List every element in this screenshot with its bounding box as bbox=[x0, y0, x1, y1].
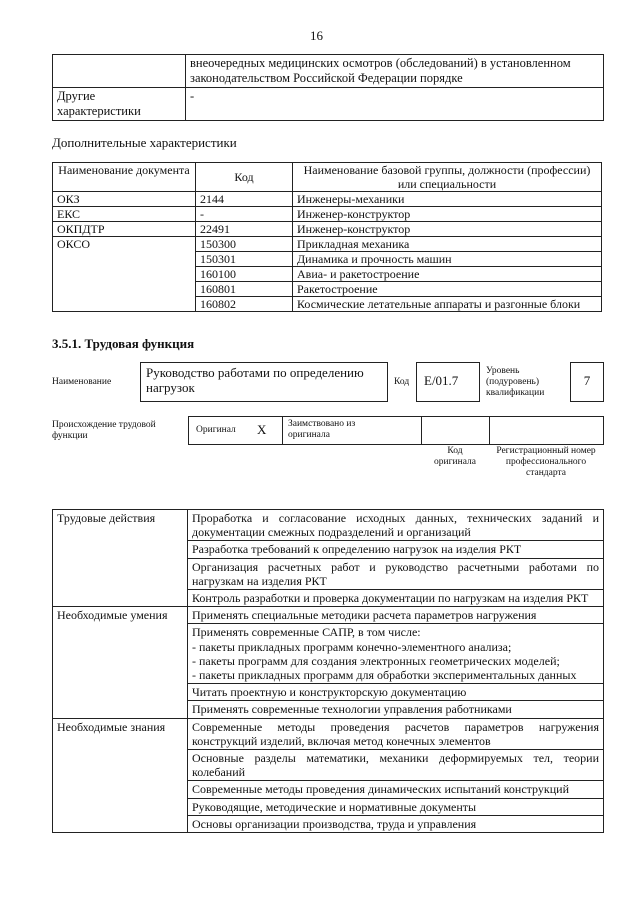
table-cell: 150300 bbox=[196, 237, 293, 252]
row-label: Необходимые знания bbox=[53, 718, 188, 832]
function-heading: 3.5.1. Трудовая функция bbox=[52, 336, 195, 351]
table-cell: Применять специальные методики расчета параметров нагружения bbox=[188, 607, 604, 624]
code-label: Код bbox=[394, 377, 410, 387]
table-cell: Инженер-конструктор bbox=[293, 207, 602, 222]
name-label: Наименование bbox=[52, 377, 112, 387]
level-value: 7 bbox=[583, 373, 591, 388]
table-row bbox=[53, 237, 602, 252]
table-cell: Организация расчетных работ и руководство расчетными работами по нагрузкам на изделия РКТ bbox=[188, 558, 604, 589]
function-name-value: Руководство работами по определению нагрузок bbox=[146, 365, 364, 395]
level-label: Уровень (подуровень) квалификации bbox=[486, 366, 545, 398]
table-cell: 2144 bbox=[196, 192, 293, 207]
table-row bbox=[53, 88, 604, 121]
additional-table bbox=[52, 162, 602, 312]
borrowed-label: Заимствовано из оригинала bbox=[288, 419, 356, 440]
table-cell: Современные методы проведения расчетов параметров нагружения конструкций изделий, включая метод конечных элементов bbox=[188, 718, 604, 749]
table-row bbox=[53, 207, 602, 222]
table-cell: Проработка и согласование исходных данных, технических заданий и документации смежных подразделений и организаций bbox=[188, 510, 604, 541]
table-cell: внеочередных медицинских осмотров (обследований) в установленном законодательством Российской Федерации порядке bbox=[186, 55, 604, 88]
table-cell: Основные разделы математики, механики деформируемых тел, теории колебаний bbox=[188, 750, 604, 781]
origin-label: Происхождение трудовой функции bbox=[52, 420, 156, 441]
table-row bbox=[53, 192, 602, 207]
table-cell: Применять современные технологии управления работниками bbox=[188, 701, 604, 718]
table-cell: 150301 bbox=[196, 252, 293, 267]
table-cell: - bbox=[196, 207, 293, 222]
function-code-value: E/01.7 bbox=[424, 373, 459, 388]
reg-number-caption: Регистрационный номер профессионального стандарта bbox=[496, 446, 596, 478]
top-table bbox=[52, 54, 604, 121]
table-row bbox=[53, 607, 604, 624]
section-title: Дополнительные характеристики bbox=[52, 135, 237, 150]
original-label: Оригинал bbox=[196, 425, 236, 435]
table-cell: Инженер-конструктор bbox=[293, 222, 602, 237]
table-cell: Разработка требований к определению нагрузок на изделия РКТ bbox=[188, 541, 604, 558]
table-header-row bbox=[53, 163, 602, 192]
table-cell: Контроль разработки и проверка документации по нагрузкам на изделия РКТ bbox=[188, 590, 604, 607]
column-header: Код bbox=[196, 163, 293, 192]
table-row bbox=[53, 718, 604, 749]
table-cell: 160100 bbox=[196, 267, 293, 282]
table-cell: Читать проектную и конструкторскую документацию bbox=[188, 684, 604, 701]
function-name-box bbox=[140, 362, 388, 402]
table-cell: Прикладная механика bbox=[293, 237, 602, 252]
table-cell: - bbox=[186, 88, 604, 121]
column-header: Наименование документа bbox=[53, 163, 196, 192]
table-cell: 22491 bbox=[196, 222, 293, 237]
actions-table bbox=[52, 509, 604, 833]
table-cell: Другие характеристики bbox=[53, 88, 186, 121]
table-row bbox=[53, 222, 602, 237]
table-cell: 160802 bbox=[196, 297, 293, 312]
table-cell: ОКЗ bbox=[53, 192, 196, 207]
origin-table bbox=[188, 416, 604, 445]
table-cell: Ракетостроение bbox=[293, 282, 602, 297]
table-cell: Современные методы проведения динамических испытаний конструкций bbox=[188, 781, 604, 798]
column-header: Наименование базовой группы, должности (профессии) или специальности bbox=[293, 163, 602, 192]
level-box bbox=[570, 362, 604, 402]
table-cell: 160801 bbox=[196, 282, 293, 297]
table-cell: ЕКС bbox=[53, 207, 196, 222]
table-cell: Инженеры-механики bbox=[293, 192, 602, 207]
row-label: Трудовые действия bbox=[53, 510, 188, 607]
table-cell: Динамика и прочность машин bbox=[293, 252, 602, 267]
table-cell: ОКПДТР bbox=[53, 222, 196, 237]
table-row bbox=[53, 510, 604, 541]
table-cell: Применять современные САПР, в том числе: - пакеты прикладных программ конечно-элементного анализа; - пакеты программ для создания электронных геометрических моделей; - пакеты прикладных программ для обработки экспериментальных данных bbox=[188, 624, 604, 684]
table-row bbox=[53, 55, 604, 88]
table-cell: Руководящие, методические и нормативные документы bbox=[188, 798, 604, 815]
function-code-box bbox=[416, 362, 480, 402]
row-label: Необходимые умения bbox=[53, 607, 188, 718]
original-mark: X bbox=[257, 422, 267, 437]
table-cell: ОКСО bbox=[53, 237, 196, 312]
table-cell: Авиа- и ракетостроение bbox=[293, 267, 602, 282]
page-number: 16 bbox=[310, 28, 323, 43]
code-original-caption: Код оригинала bbox=[434, 446, 476, 467]
table-cell: Основы организации производства, труда и управления bbox=[188, 815, 604, 832]
table-cell: Космические летательные аппараты и разгонные блоки bbox=[293, 297, 602, 312]
